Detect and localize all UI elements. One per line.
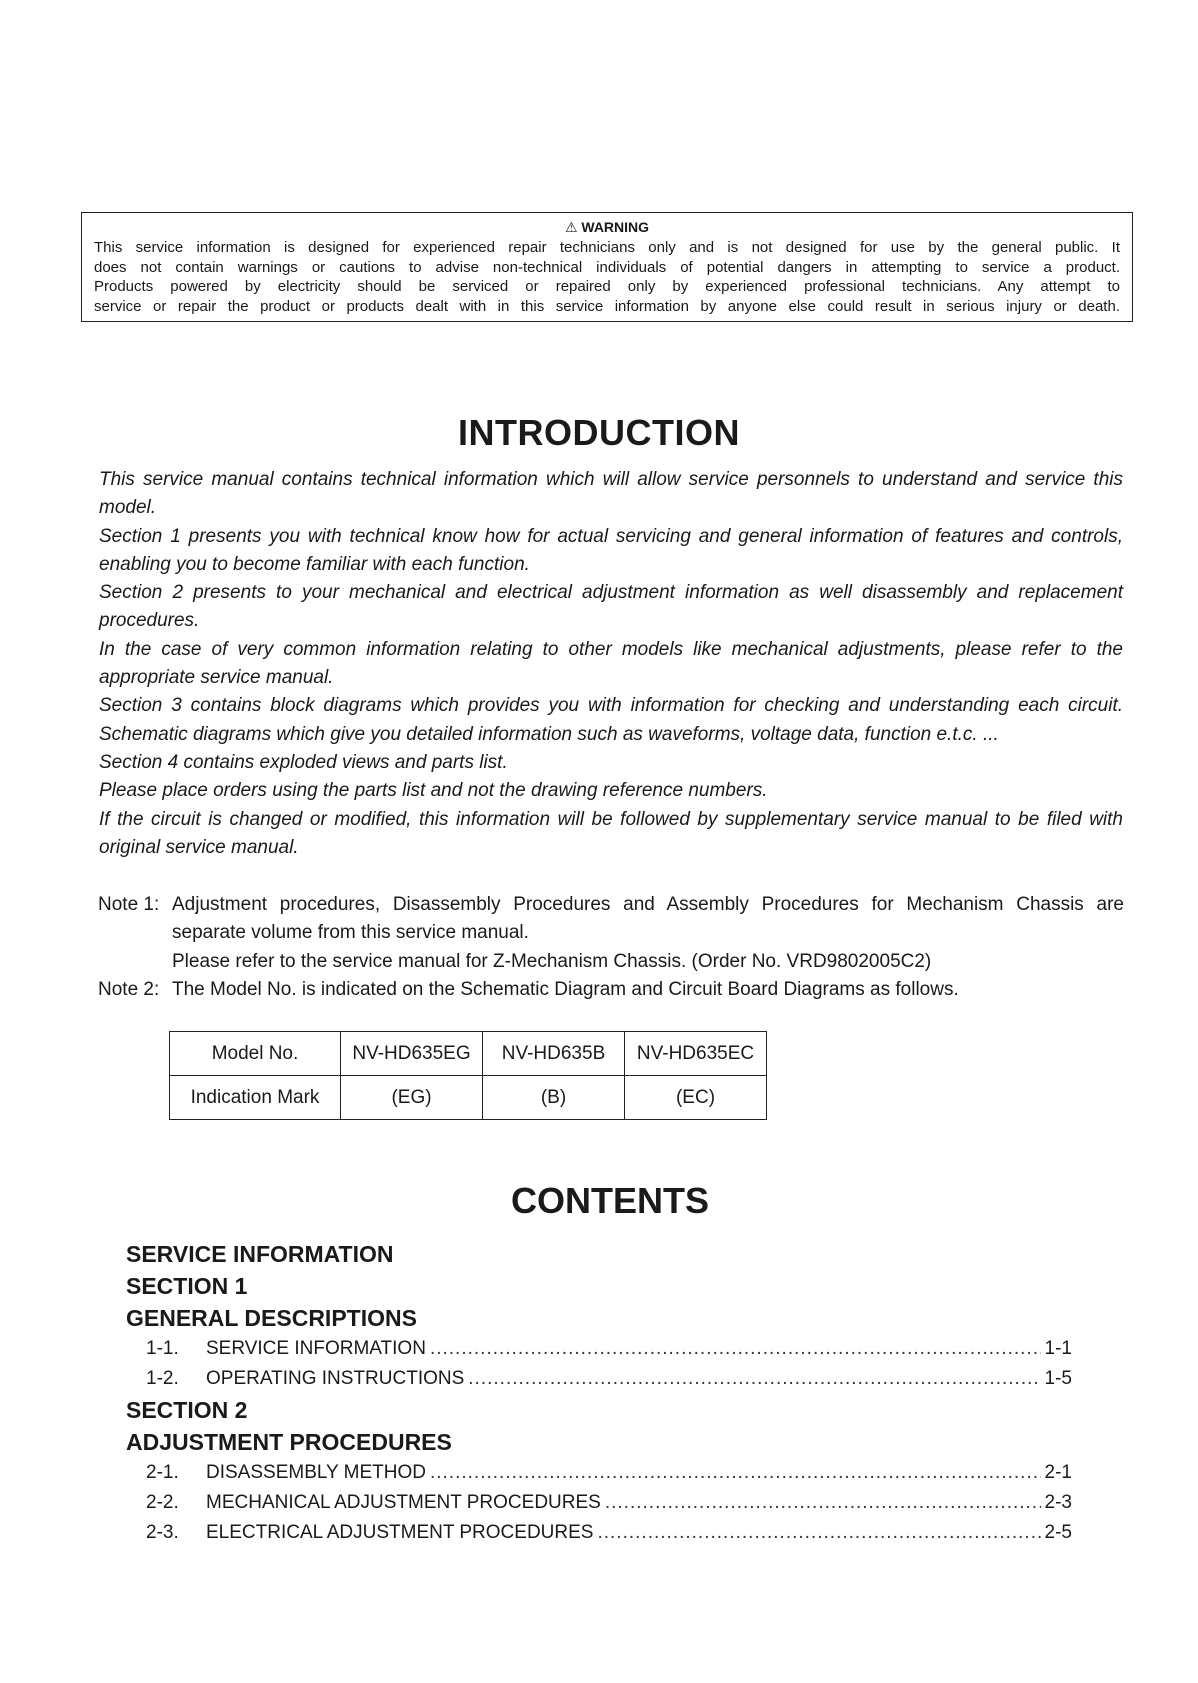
- intro-paragraph: In the case of very common information relating to other models like mechanical adjustments, please refer to the appropriate service manual.: [99, 638, 1123, 689]
- note-2: [98, 976, 1124, 1004]
- warning-text: [94, 238, 1120, 316]
- warning-line: Products powered by electricity should be serviced or repaired only by experienced professional technicians. Any attempt to: [94, 278, 1120, 295]
- toc-entry-number: 2-2.: [146, 1492, 179, 1513]
- warning-line: This service information is designed for experienced repair technicians only and is not designed for use by the general public. It: [94, 239, 1120, 256]
- table-row: [170, 1032, 767, 1076]
- toc-entry-title: DISASSEMBLY METHOD: [206, 1462, 426, 1483]
- table-of-contents: [126, 1238, 1072, 1548]
- toc-section-title: ADJUSTMENT PROCEDURES: [126, 1429, 452, 1455]
- toc-entry-page: 1-5: [1044, 1368, 1072, 1389]
- toc-entry-page: 2-5: [1044, 1522, 1072, 1543]
- model-table: [169, 1031, 767, 1120]
- note-line: The Model No. is indicated on the Schematic Diagram and Circuit Board Diagrams as follows.: [172, 978, 959, 1000]
- warning-title: ⚠ WARNING: [564, 219, 650, 235]
- toc-leader-dots: [430, 1334, 1041, 1364]
- table-row: [170, 1076, 767, 1120]
- intro-paragraph: This service manual contains technical information which will allow service personnels to understand and service this model.: [99, 469, 1123, 519]
- toc-entry-page: 2-3: [1044, 1492, 1072, 1513]
- intro-paragraph: Section 2 presents to your mechanical and electrical adjustment information as well disassembly and replacement procedures.: [99, 582, 1123, 632]
- toc-entry-page: 2-1: [1044, 1462, 1072, 1483]
- intro-paragraph: Section 4 contains exploded views and parts list.: [99, 751, 508, 773]
- warning-line: does not contain warnings or cautions to advise non-technical individuals of potential dangers in attempting to service a product.: [94, 258, 1120, 276]
- toc-entry-number: 2-1.: [146, 1462, 179, 1483]
- toc-service-information: SERVICE INFORMATION: [126, 1241, 394, 1267]
- notes: [98, 891, 1124, 1004]
- toc-entry-number: 1-1.: [146, 1338, 179, 1359]
- warning-line: service or repair the product or products dealt with in this service information by anyone else could result in serious injury or death.: [94, 297, 1120, 315]
- toc-entry-title: OPERATING INSTRUCTIONS: [206, 1368, 465, 1389]
- table-cell: NV-HD635EC: [625, 1032, 767, 1076]
- intro-paragraph: Section 3 contains block diagrams which provides you with information for checking and understanding each circuit. Schematic diagrams which give you detailed information such as waveforms, voltage data, function e.t.c. ...: [99, 695, 1123, 745]
- intro-paragraph: Section 1 presents you with technical know how for actual servicing and general information of features and controls, enabling you to become familiar with each function.: [99, 525, 1123, 575]
- toc-entry-title: SERVICE INFORMATION: [206, 1338, 426, 1359]
- table-cell: (B): [483, 1076, 625, 1120]
- toc-leader-dots: [468, 1364, 1040, 1394]
- note-text: [172, 976, 1124, 1004]
- note-line: Adjustment procedures, Disassembly Procedures and Assembly Procedures for Mechanism Chassis are separate volume from this service manual.: [172, 894, 1124, 944]
- contents-heading: CONTENTS: [511, 1180, 709, 1221]
- note-label: Note 2:: [98, 978, 160, 1000]
- toc-section-label: SECTION 1: [126, 1273, 248, 1299]
- table-cell: (EC): [625, 1076, 767, 1120]
- toc-entry[interactable]: [126, 1334, 1072, 1364]
- table-cell: NV-HD635EG: [341, 1032, 483, 1076]
- toc-leader-dots: [605, 1488, 1041, 1518]
- intro-paragraph: If the circuit is changed or modified, this information will be followed by supplementary service manual to be filed with original service manual.: [99, 808, 1123, 858]
- toc-entry-page: 1-1: [1044, 1338, 1072, 1359]
- table-cell: Model No.: [170, 1032, 341, 1076]
- note-text: [172, 891, 1124, 976]
- introduction-body: [99, 466, 1123, 862]
- toc-section-title: GENERAL DESCRIPTIONS: [126, 1305, 417, 1331]
- toc-section-label: SECTION 2: [126, 1397, 248, 1423]
- table-cell: Indication Mark: [170, 1076, 341, 1120]
- toc-entry[interactable]: [126, 1518, 1072, 1548]
- toc-entry[interactable]: [126, 1364, 1072, 1394]
- toc-entry[interactable]: [126, 1458, 1072, 1488]
- table-cell: (EG): [341, 1076, 483, 1120]
- note-line: Please refer to the service manual for Z-Mechanism Chassis. (Order No. VRD9802005C2): [172, 950, 932, 972]
- table-cell: NV-HD635B: [483, 1032, 625, 1076]
- toc-entry-number: 2-3.: [146, 1522, 179, 1543]
- toc-leader-dots: [430, 1458, 1041, 1488]
- toc-entry-title: ELECTRICAL ADJUSTMENT PROCEDURES: [206, 1522, 594, 1543]
- intro-paragraph: Please place orders using the parts list and not the drawing reference numbers.: [99, 780, 768, 802]
- toc-entry-title: MECHANICAL ADJUSTMENT PROCEDURES: [206, 1492, 601, 1513]
- toc-leader-dots: [597, 1518, 1040, 1548]
- toc-entry-number: 1-2.: [146, 1368, 179, 1389]
- note-label: Note 1:: [98, 894, 160, 915]
- note-1: [98, 891, 1124, 976]
- toc-entry[interactable]: [126, 1488, 1072, 1518]
- warning-box: [81, 212, 1133, 322]
- introduction-heading: INTRODUCTION: [458, 412, 740, 453]
